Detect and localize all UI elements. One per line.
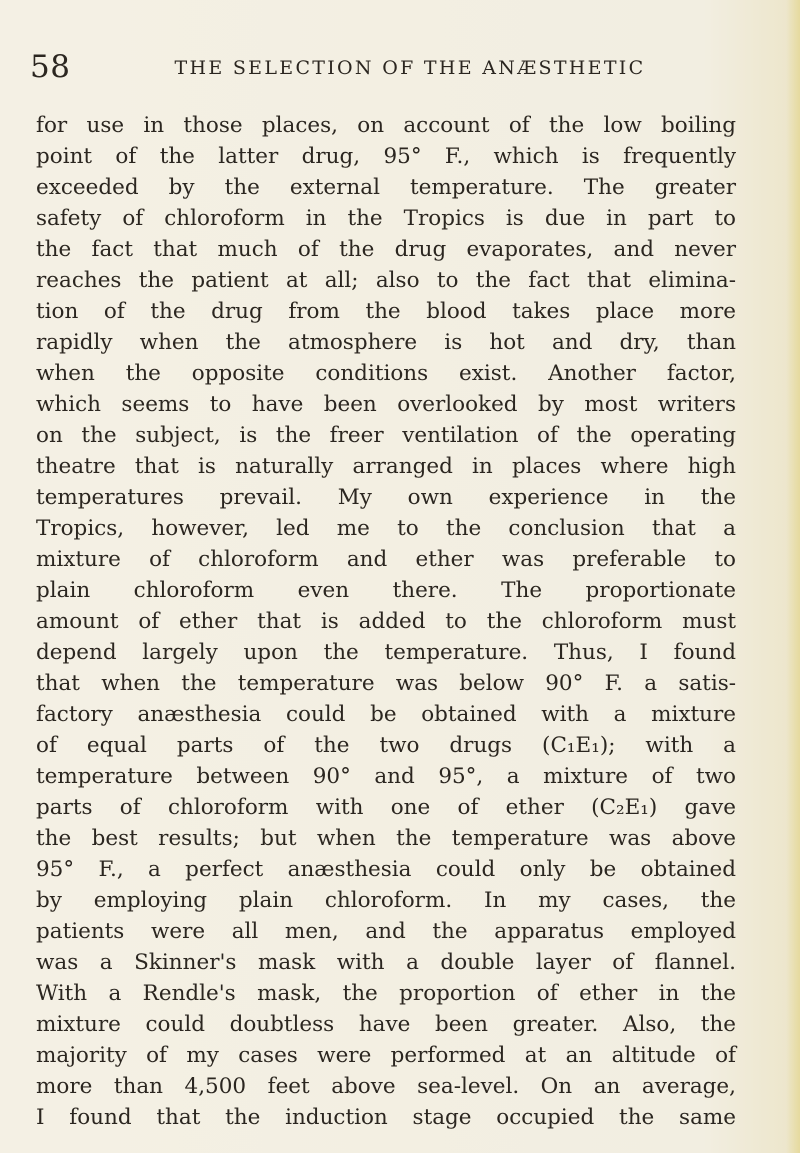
text-line: of equal parts of the two drugs (C₁E₁); with a [36,733,736,758]
text-line: patients were all men, and the apparatus employed [36,919,736,944]
text-line: parts of chloroform with one of ether (C₂E₁) gave [36,795,736,820]
text-line: point of the latter drug, 95° F., which is frequently [36,144,736,169]
text-line: With a Rendle's mask, the proportion of ether in the [36,981,736,1006]
text-line: tion of the drug from the blood takes place more [36,299,736,324]
text-line: safety of chloroform in the Tropics is due in part to [36,206,736,231]
page-header [30,50,770,84]
text-line: Tropics, however, led me to the conclusion that a [36,516,736,541]
text-line: mixture could doubtless have been greater. Also, the [36,1012,736,1037]
text-line: mixture of chloroform and ether was preferable to [36,547,736,572]
text-line: more than 4,500 feet above sea-level. On an average, [36,1074,736,1099]
text-line: factory anæsthesia could be obtained with a mixture [36,702,736,727]
text-line: on the subject, is the freer ventilation of the operating [36,423,736,448]
text-line: reaches the patient at all; also to the fact that elimina- [36,268,736,293]
text-line: by employing plain chloroform. In my cases, the [36,888,736,913]
page-number: 58 [30,49,71,85]
text-line: for use in those places, on account of the low boiling [36,113,736,138]
text-line: 95° F., a perfect anæsthesia could only be obtained [36,857,736,882]
text-line: plain chloroform even there. The proportionate [36,578,736,603]
text-line: that when the temperature was below 90° F. a satis- [36,671,736,696]
text-line: which seems to have been overlooked by most writers [36,392,736,417]
text-line: I found that the induction stage occupied the same [36,1105,736,1130]
text-line: theatre that is naturally arranged in places where high [36,454,736,479]
text-line: the fact that much of the drug evaporates, and never [36,237,736,262]
running-title: THE SELECTION OF THE ANÆSTHETIC [174,57,646,79]
text-line: majority of my cases were performed at an altitude of [36,1043,736,1068]
body-text [36,110,736,1133]
text-line: exceeded by the external temperature. The greater [36,175,736,200]
text-line: depend largely upon the temperature. Thus, I found [36,640,736,665]
page-edge-shading [786,0,800,1153]
text-line: temperature between 90° and 95°, a mixture of two [36,764,736,789]
text-line: was a Skinner's mask with a double layer of flannel. [36,950,736,975]
text-line: when the opposite conditions exist. Another factor, [36,361,736,386]
text-line: temperatures prevail. My own experience in the [36,485,736,510]
text-line: the best results; but when the temperature was above [36,826,736,851]
text-line: amount of ether that is added to the chloroform must [36,609,736,634]
text-line: rapidly when the atmosphere is hot and dry, than [36,330,736,355]
